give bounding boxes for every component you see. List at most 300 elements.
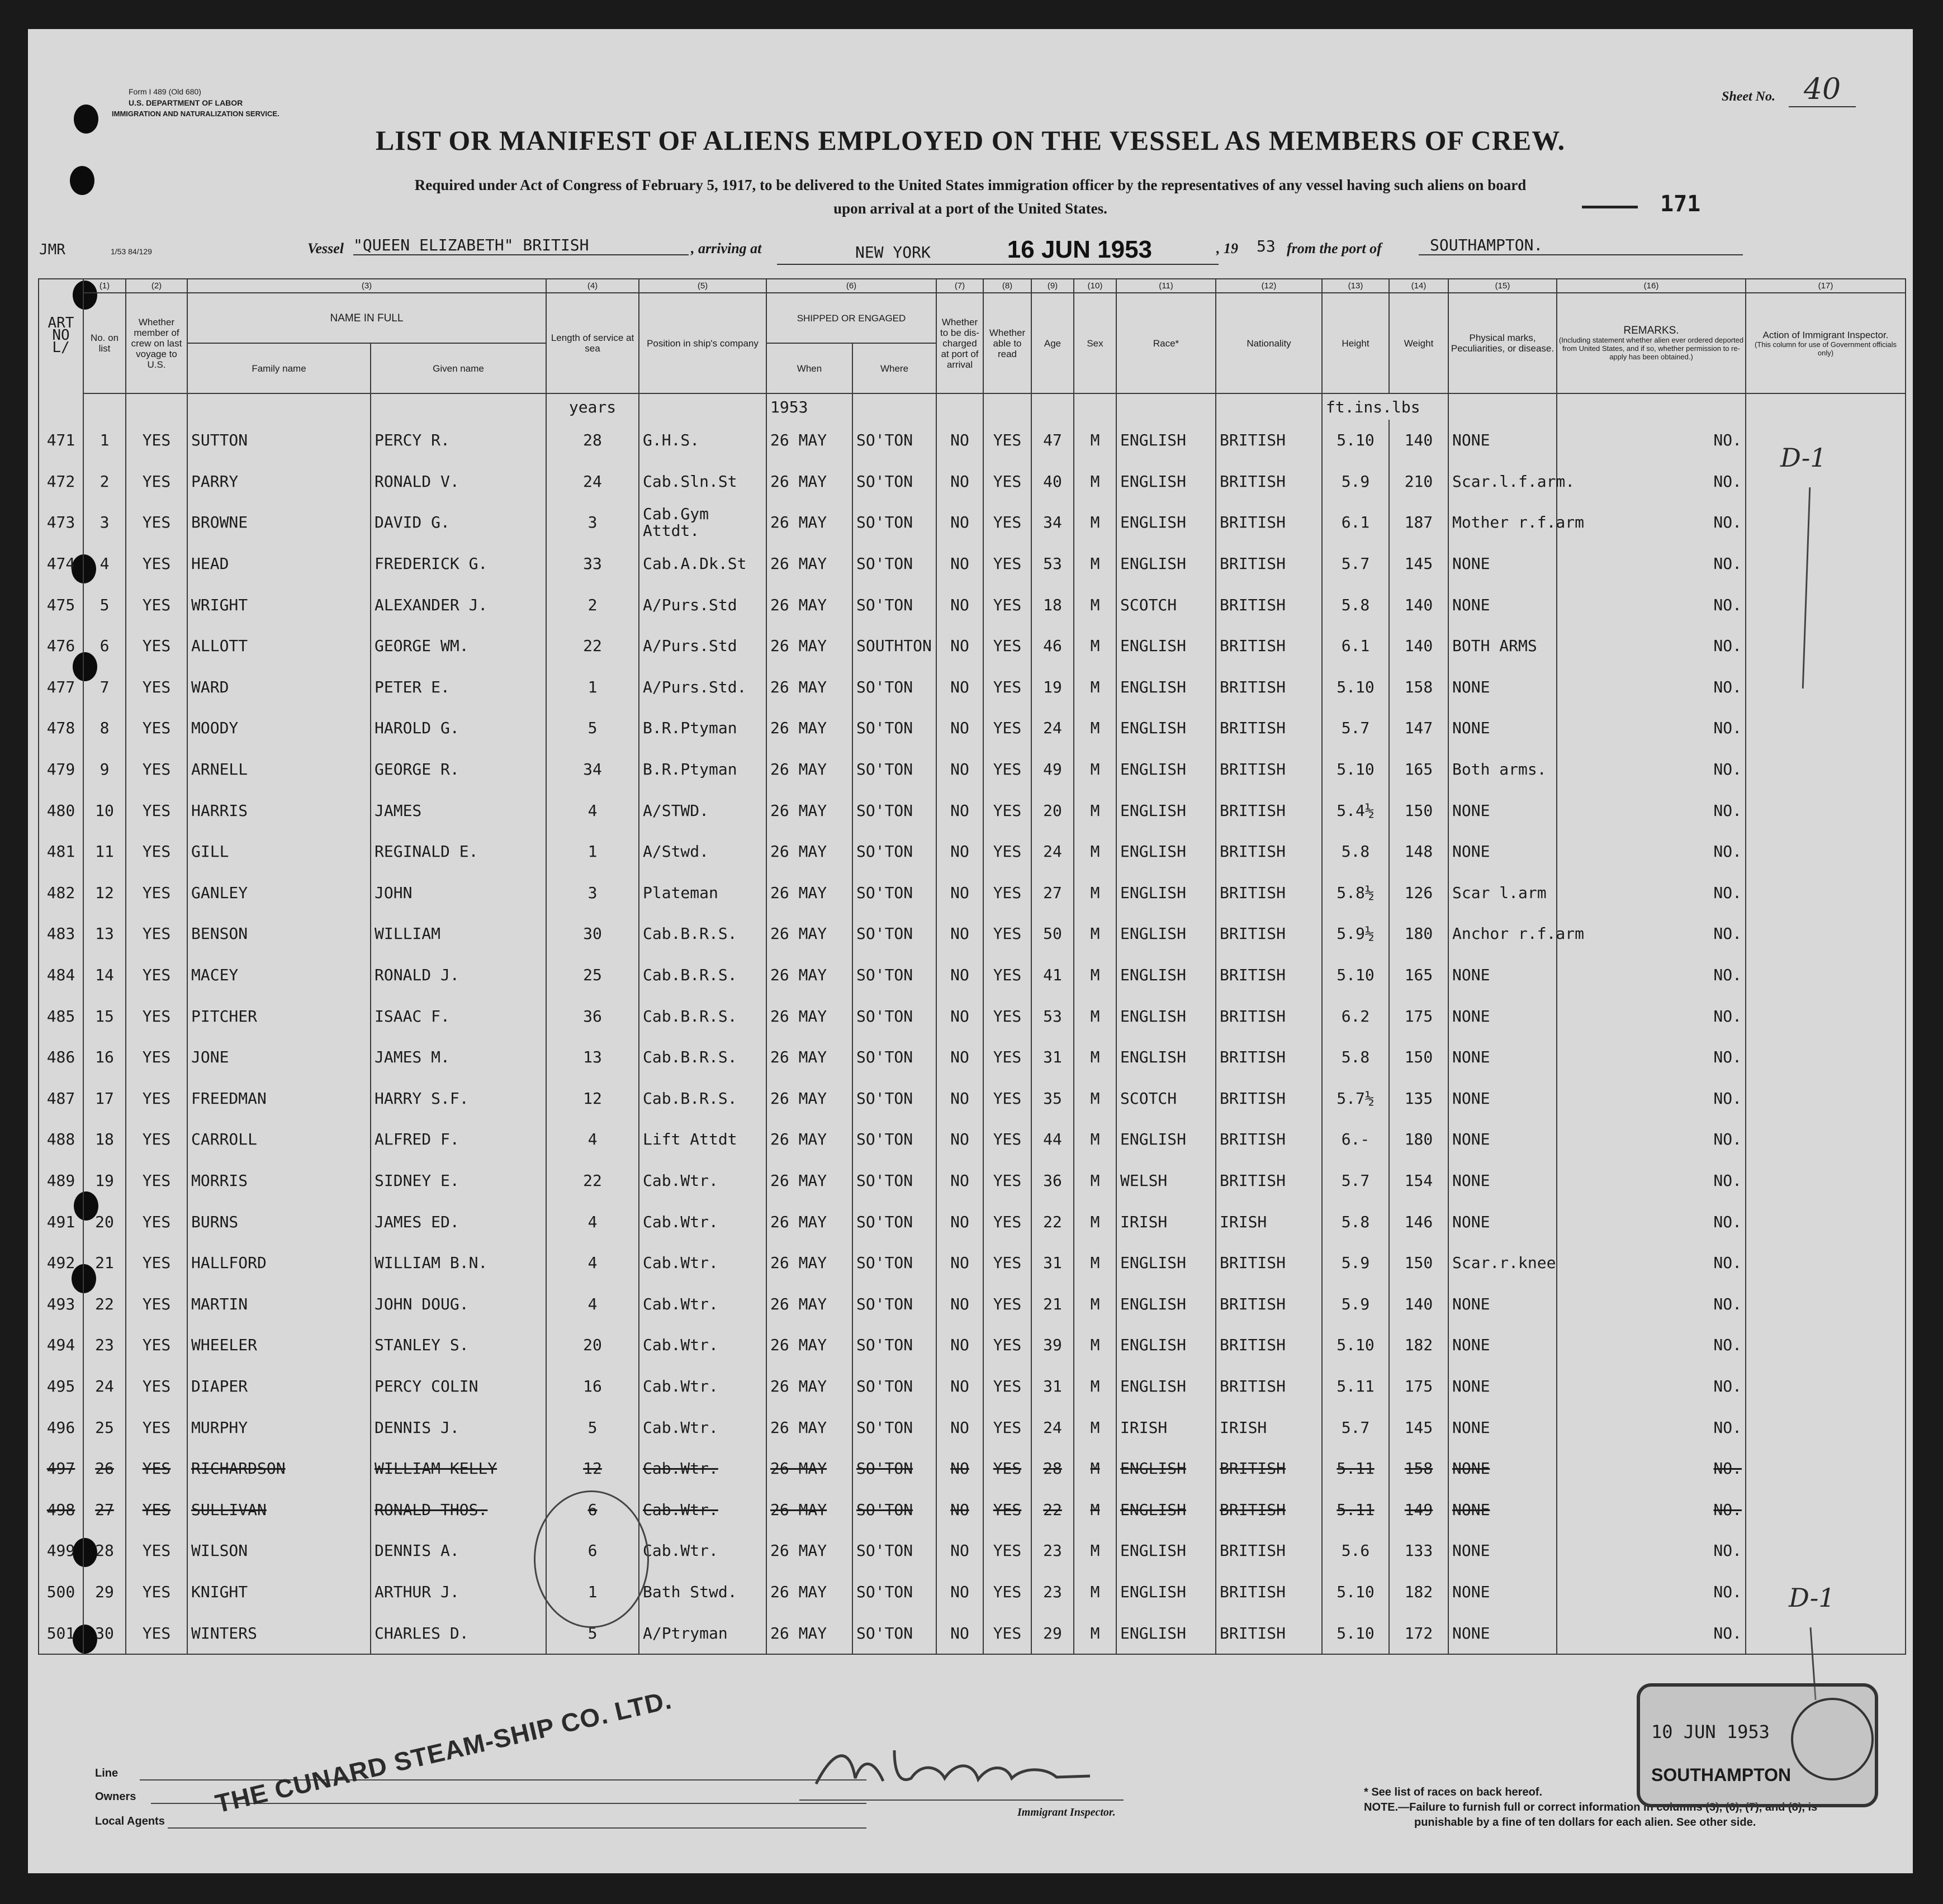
cell-no: 18	[83, 1119, 126, 1160]
cell-height: 5.8½	[1322, 872, 1389, 914]
cell-sex: M	[1074, 1160, 1116, 1202]
cell-sex: M	[1074, 1078, 1116, 1119]
cell-read: YES	[983, 1448, 1031, 1489]
cell-when: 26 MAY	[766, 1242, 852, 1284]
cell-no: 29	[83, 1571, 126, 1613]
cell-when: 26 MAY	[766, 790, 852, 831]
cell-years: 22	[546, 1160, 639, 1202]
cell-age: 27	[1031, 872, 1074, 914]
cell-remarks: NO.	[1557, 1324, 1746, 1366]
cell-marks: NONE	[1448, 1407, 1557, 1448]
cell-prev: YES	[126, 1612, 187, 1654]
column-number-row: ART NO L/ (1) (2) (3) (4) (5) (6) (7) (8) (9) (10) (11) (12) (13) (14) (15) (16) (17)	[39, 279, 1906, 293]
reference-code: 1/53 84/129	[111, 247, 152, 256]
cell-family: GANLEY	[187, 872, 371, 914]
cell-family: MOODY	[187, 708, 371, 749]
signature-rule	[799, 1799, 1124, 1801]
cell-age: 34	[1031, 502, 1074, 543]
cell-given: GEORGE R.	[371, 749, 546, 790]
cell-inspector-action	[1746, 584, 1906, 625]
cell-family: RICHARDSON	[187, 1448, 371, 1489]
table-row	[39, 913, 1906, 955]
cell-height: 5.8	[1322, 831, 1389, 872]
cell-prev: YES	[126, 1201, 187, 1242]
cell-marks: NONE	[1448, 995, 1557, 1037]
cell-marks: NONE	[1448, 708, 1557, 749]
cell-inspector-action	[1746, 502, 1906, 543]
cell-family: HARRIS	[187, 790, 371, 831]
cell-sex: M	[1074, 543, 1116, 585]
cell-sex: M	[1074, 1366, 1116, 1407]
cell-race: WELSH	[1116, 1160, 1216, 1202]
cell-disch: NO	[936, 1407, 983, 1448]
cell-read: YES	[983, 1160, 1031, 1202]
cell-remarks: NO.	[1557, 913, 1746, 955]
cell-where: SO'TON	[852, 502, 936, 543]
dash-mark	[1582, 206, 1638, 208]
col-name-in-full: NAME IN FULL	[187, 293, 546, 343]
cell-art: 489	[39, 1160, 83, 1202]
cell-read: YES	[983, 1489, 1031, 1530]
cell-height: 5.9	[1322, 1242, 1389, 1284]
manifest-sheet	[28, 29, 1913, 1873]
cell-age: 23	[1031, 1530, 1074, 1571]
cell-race: ENGLISH	[1116, 1489, 1216, 1530]
cell-age: 22	[1031, 1201, 1074, 1242]
cell-years: 28	[546, 420, 639, 461]
cell-where: SO'TON	[852, 955, 936, 996]
cell-when: 26 MAY	[766, 584, 852, 625]
cell-inspector-action	[1746, 790, 1906, 831]
cell-sex: M	[1074, 1530, 1116, 1571]
cell-marks: Scar.r.knee	[1448, 1242, 1557, 1284]
cell-sex: M	[1074, 1407, 1116, 1448]
table-row	[39, 667, 1906, 708]
cell-given: GEORGE WM.	[371, 625, 546, 667]
cell-art: 485	[39, 995, 83, 1037]
cell-height: 5.10	[1322, 1612, 1389, 1654]
cell-prev: YES	[126, 461, 187, 502]
cell-nat: BRITISH	[1216, 420, 1322, 461]
cell-given: JOHN	[371, 872, 546, 914]
cell-when: 26 MAY	[766, 708, 852, 749]
clerk-code: JMR	[39, 241, 65, 258]
cell-given: RONALD J.	[371, 955, 546, 996]
cell-remarks: NO.	[1557, 625, 1746, 667]
cell-age: 19	[1031, 667, 1074, 708]
cell-given: PERCY R.	[371, 420, 546, 461]
cell-disch: NO	[936, 749, 983, 790]
cell-family: MACEY	[187, 955, 371, 996]
cell-age: 20	[1031, 790, 1074, 831]
cell-marks: NONE	[1448, 1571, 1557, 1613]
cell-where: SO'TON	[852, 1283, 936, 1324]
cell-no: 7	[83, 667, 126, 708]
cell-position: Cab.Wtr.	[639, 1242, 766, 1284]
cell-position: A/Purs.Std	[639, 625, 766, 667]
cell-race: ENGLISH	[1116, 1324, 1216, 1366]
cell-height: 6.-	[1322, 1119, 1389, 1160]
cell-sex: M	[1074, 831, 1116, 872]
cell-family: JONE	[187, 1037, 371, 1078]
southampton-immigration-stamp	[1637, 1683, 1878, 1807]
table-row	[39, 1407, 1906, 1448]
cell-weight: 145	[1389, 1407, 1448, 1448]
table-row	[39, 420, 1906, 461]
cell-prev: YES	[126, 584, 187, 625]
cell-where: SO'TON	[852, 461, 936, 502]
cell-read: YES	[983, 1366, 1031, 1407]
cell-age: 40	[1031, 461, 1074, 502]
cell-sex: M	[1074, 1037, 1116, 1078]
handwritten-circle	[534, 1490, 649, 1628]
cell-disch: NO	[936, 1612, 983, 1654]
cell-nat: BRITISH	[1216, 625, 1322, 667]
cell-height: 5.7	[1322, 543, 1389, 585]
cell-marks: NONE	[1448, 1448, 1557, 1489]
cell-when: 26 MAY	[766, 1530, 852, 1571]
cell-disch: NO	[936, 1530, 983, 1571]
col-nationality: Nationality	[1216, 293, 1322, 393]
cell-art: 483	[39, 913, 83, 955]
cell-read: YES	[983, 1283, 1031, 1324]
cell-inspector-action	[1746, 749, 1906, 790]
cell-age: 39	[1031, 1324, 1074, 1366]
cell-race: ENGLISH	[1116, 831, 1216, 872]
cell-position: Cab.A.Dk.St	[639, 543, 766, 585]
cell-marks: NONE	[1448, 1489, 1557, 1530]
cell-no: 23	[83, 1324, 126, 1366]
cell-nat: BRITISH	[1216, 1242, 1322, 1284]
col-no-on-list: No. on list	[83, 293, 126, 393]
cell-nat: BRITISH	[1216, 502, 1322, 543]
cell-where: SO'TON	[852, 1119, 936, 1160]
cell-nat: BRITISH	[1216, 1366, 1322, 1407]
cell-family: MORRIS	[187, 1160, 371, 1202]
year-value: 53	[1257, 237, 1276, 255]
cell-prev: YES	[126, 1242, 187, 1284]
cell-race: ENGLISH	[1116, 1612, 1216, 1654]
cell-nat: BRITISH	[1216, 1037, 1322, 1078]
year-unit: 1953	[766, 393, 852, 420]
cell-when: 26 MAY	[766, 1612, 852, 1654]
table-row	[39, 1489, 1906, 1530]
cell-disch: NO	[936, 1571, 983, 1613]
cell-no: 14	[83, 955, 126, 996]
cell-family: ALLOTT	[187, 625, 371, 667]
cell-nat: BRITISH	[1216, 461, 1322, 502]
cell-nat: BRITISH	[1216, 1448, 1322, 1489]
cell-when: 26 MAY	[766, 667, 852, 708]
cell-no: 13	[83, 913, 126, 955]
cell-sex: M	[1074, 955, 1116, 996]
owners-label: Owners	[95, 1791, 136, 1803]
cell-prev: YES	[126, 1283, 187, 1324]
cell-art: 493	[39, 1283, 83, 1324]
cell-read: YES	[983, 420, 1031, 461]
eagle-seal-icon	[1791, 1698, 1874, 1780]
cell-position: Lift Attdt	[639, 1119, 766, 1160]
department: U.S. DEPARTMENT OF LABOR	[129, 98, 243, 107]
cell-remarks: NO.	[1557, 1612, 1746, 1654]
arrival-date-stamp: 16 JUN 1953	[1007, 236, 1153, 263]
cell-where: SO'TON	[852, 1160, 936, 1202]
cell-race: ENGLISH	[1116, 420, 1216, 461]
cell-remarks: NO.	[1557, 1448, 1746, 1489]
cell-weight: 140	[1389, 1283, 1448, 1324]
cell-age: 49	[1031, 749, 1074, 790]
cell-marks: NONE	[1448, 1078, 1557, 1119]
cell-remarks: NO.	[1557, 420, 1746, 461]
cell-position: Cab.Wtr.	[639, 1201, 766, 1242]
cell-inspector-action	[1746, 1366, 1906, 1407]
cell-where: SO'TON	[852, 913, 936, 955]
cell-nat: BRITISH	[1216, 584, 1322, 625]
sheet-label: Sheet No.	[1722, 89, 1775, 104]
cell-where: SO'TON	[852, 420, 936, 461]
cell-remarks: NO.	[1557, 667, 1746, 708]
cell-art: 478	[39, 708, 83, 749]
cell-no: 20	[83, 1201, 126, 1242]
cell-race: ENGLISH	[1116, 1366, 1216, 1407]
cell-when: 26 MAY	[766, 1489, 852, 1530]
table-row	[39, 790, 1906, 831]
cell-prev: YES	[126, 502, 187, 543]
col-where: Where	[852, 343, 936, 393]
cell-remarks: NO.	[1557, 790, 1746, 831]
cell-when: 26 MAY	[766, 749, 852, 790]
cell-disch: NO	[936, 1448, 983, 1489]
cell-weight: 182	[1389, 1324, 1448, 1366]
cell-age: 31	[1031, 1037, 1074, 1078]
cell-disch: NO	[936, 1324, 983, 1366]
cell-sex: M	[1074, 1571, 1116, 1613]
cell-when: 26 MAY	[766, 1571, 852, 1613]
arrival-port: NEW YORK	[855, 243, 931, 262]
cell-prev: YES	[126, 955, 187, 996]
cell-read: YES	[983, 667, 1031, 708]
cell-given: WILLIAM B.N.	[371, 1242, 546, 1284]
cell-marks: NONE	[1448, 667, 1557, 708]
cell-given: JAMES M.	[371, 1037, 546, 1078]
cell-position: A/Purs.Std.	[639, 667, 766, 708]
cell-weight: 133	[1389, 1530, 1448, 1571]
cell-where: SO'TON	[852, 1407, 936, 1448]
cell-disch: NO	[936, 1037, 983, 1078]
cell-when: 26 MAY	[766, 872, 852, 914]
cell-sex: M	[1074, 790, 1116, 831]
cell-prev: YES	[126, 543, 187, 585]
cell-no: 22	[83, 1283, 126, 1324]
cell-given: ARTHUR J.	[371, 1571, 546, 1613]
arrival-port-line	[777, 236, 1219, 265]
cell-given: JOHN DOUG.	[371, 1283, 546, 1324]
cell-sex: M	[1074, 872, 1116, 914]
cell-age: 53	[1031, 543, 1074, 585]
cell-art: 486	[39, 1037, 83, 1078]
col-race: Race*	[1116, 293, 1216, 393]
cell-nat: BRITISH	[1216, 749, 1322, 790]
cell-age: 22	[1031, 1489, 1074, 1530]
cell-height: 5.8	[1322, 1201, 1389, 1242]
stamp-date: 10 JUN 1953	[1651, 1721, 1770, 1742]
cell-art: 479	[39, 749, 83, 790]
cell-art: 491	[39, 1201, 83, 1242]
cell-age: 24	[1031, 1407, 1074, 1448]
cell-race: ENGLISH	[1116, 1530, 1216, 1571]
cell-marks: Both arms.	[1448, 749, 1557, 790]
cell-inspector-action	[1746, 995, 1906, 1037]
cell-nat: BRITISH	[1216, 913, 1322, 955]
cell-art: 482	[39, 872, 83, 914]
cell-marks: NONE	[1448, 1283, 1557, 1324]
cell-sex: M	[1074, 913, 1116, 955]
cell-nat: BRITISH	[1216, 1530, 1322, 1571]
cell-nat: BRITISH	[1216, 1612, 1322, 1654]
cell-position: Cab.B.R.S.	[639, 1078, 766, 1119]
cell-art: 492	[39, 1242, 83, 1284]
cell-position: Cab.B.R.S.	[639, 995, 766, 1037]
cell-inspector-action	[1746, 1324, 1906, 1366]
cell-nat: BRITISH	[1216, 1078, 1322, 1119]
cell-remarks: NO.	[1557, 1119, 1746, 1160]
cell-height: 5.7½	[1322, 1078, 1389, 1119]
inspector-label: Immigrant Inspector.	[1017, 1806, 1116, 1818]
cell-art: 477	[39, 667, 83, 708]
cell-family: DIAPER	[187, 1366, 371, 1407]
col-given-name: Given name	[371, 343, 546, 393]
table-row	[39, 955, 1906, 996]
cell-race: ENGLISH	[1116, 625, 1216, 667]
document-title: LIST OR MANIFEST OF ALIENS EMPLOYED ON THE VESSEL AS MEMBERS OF CREW.	[375, 125, 1566, 156]
race-note: * See list of races on back hereof.	[1364, 1786, 1543, 1798]
cell-years: 12	[546, 1078, 639, 1119]
cell-prev: YES	[126, 913, 187, 955]
cell-sex: M	[1074, 1448, 1116, 1489]
table-row	[39, 1571, 1906, 1613]
table-row	[39, 1366, 1906, 1407]
cell-weight: 135	[1389, 1078, 1448, 1119]
cell-family: WARD	[187, 667, 371, 708]
cell-marks: NONE	[1448, 831, 1557, 872]
cell-race: ENGLISH	[1116, 1119, 1216, 1160]
cell-position: Cab.Wtr.	[639, 1283, 766, 1324]
cell-given: RONALD V.	[371, 461, 546, 502]
cell-disch: NO	[936, 461, 983, 502]
cell-no: 12	[83, 872, 126, 914]
cell-sex: M	[1074, 1242, 1116, 1284]
cell-family: HALLFORD	[187, 1242, 371, 1284]
cell-years: 25	[546, 955, 639, 996]
cell-years: 4	[546, 1119, 639, 1160]
cell-remarks: NO.	[1557, 749, 1746, 790]
cell-height: 5.11	[1322, 1366, 1389, 1407]
cell-no: 16	[83, 1037, 126, 1078]
cell-weight: 158	[1389, 667, 1448, 708]
cell-years: 33	[546, 543, 639, 585]
col-weight: Weight	[1389, 293, 1448, 393]
cell-sex: M	[1074, 749, 1116, 790]
cell-weight: 187	[1389, 502, 1448, 543]
cell-prev: YES	[126, 420, 187, 461]
cell-height: 5.11	[1322, 1489, 1389, 1530]
sheet-number: 40	[1789, 73, 1856, 107]
table-row	[39, 872, 1906, 914]
cell-years: 22	[546, 625, 639, 667]
cell-where: SO'TON	[852, 1201, 936, 1242]
cell-prev: YES	[126, 790, 187, 831]
cell-disch: NO	[936, 1242, 983, 1284]
cell-when: 26 MAY	[766, 1448, 852, 1489]
cell-where: SO'TON	[852, 1530, 936, 1571]
cell-position: A/STWD.	[639, 790, 766, 831]
cell-when: 26 MAY	[766, 1160, 852, 1202]
cell-weight: 175	[1389, 1366, 1448, 1407]
cell-inspector-action	[1746, 1119, 1906, 1160]
cell-height: 5.8	[1322, 584, 1389, 625]
cell-years: 2	[546, 584, 639, 625]
cell-sex: M	[1074, 1324, 1116, 1366]
cell-where: SO'TON	[852, 790, 936, 831]
cell-weight: 147	[1389, 708, 1448, 749]
legal-requirement-line-1: Required under Act of Congress of February 5, 1917, to be delivered to the United States immigration officer by the representatives of any vessel having such aliens on board	[414, 177, 1527, 193]
cell-read: YES	[983, 1571, 1031, 1613]
cell-years: 4	[546, 1283, 639, 1324]
cell-where: SO'TON	[852, 1448, 936, 1489]
cell-read: YES	[983, 1037, 1031, 1078]
cell-disch: NO	[936, 625, 983, 667]
cell-nat: BRITISH	[1216, 790, 1322, 831]
cell-age: 44	[1031, 1119, 1074, 1160]
cell-race: ENGLISH	[1116, 749, 1216, 790]
table-row	[39, 1242, 1906, 1284]
cell-race: ENGLISH	[1116, 461, 1216, 502]
cell-remarks: NO.	[1557, 995, 1746, 1037]
cell-prev: YES	[126, 667, 187, 708]
cell-position: Cab.Wtr.	[639, 1407, 766, 1448]
cell-art: 475	[39, 584, 83, 625]
cell-disch: NO	[936, 543, 983, 585]
cell-race: ENGLISH	[1116, 790, 1216, 831]
inspector-signature	[811, 1739, 1101, 1801]
table-row	[39, 584, 1906, 625]
cell-weight: 175	[1389, 995, 1448, 1037]
cell-marks: BOTH ARMS	[1448, 625, 1557, 667]
cell-position: Cab.Wtr.	[639, 1324, 766, 1366]
cell-read: YES	[983, 790, 1031, 831]
cell-sex: M	[1074, 667, 1116, 708]
cell-position: Cab.Wtr.	[639, 1489, 766, 1530]
cell-no: 30	[83, 1612, 126, 1654]
cell-family: PITCHER	[187, 995, 371, 1037]
cell-disch: NO	[936, 831, 983, 872]
table-row	[39, 543, 1906, 585]
cell-no: 5	[83, 584, 126, 625]
cell-inspector-action	[1746, 1407, 1906, 1448]
cell-prev: YES	[126, 1448, 187, 1489]
cell-read: YES	[983, 625, 1031, 667]
cell-where: SO'TON	[852, 831, 936, 872]
cell-inspector-action	[1746, 913, 1906, 955]
cell-inspector-action	[1746, 1530, 1906, 1571]
cell-years: 4	[546, 1201, 639, 1242]
cell-given: SIDNEY E.	[371, 1160, 546, 1202]
cell-disch: NO	[936, 955, 983, 996]
cell-remarks: NO.	[1557, 1283, 1746, 1324]
cell-height: 5.8	[1322, 1037, 1389, 1078]
cell-given: RONALD THOS.	[371, 1489, 546, 1530]
cell-where: SO'TON	[852, 1612, 936, 1654]
